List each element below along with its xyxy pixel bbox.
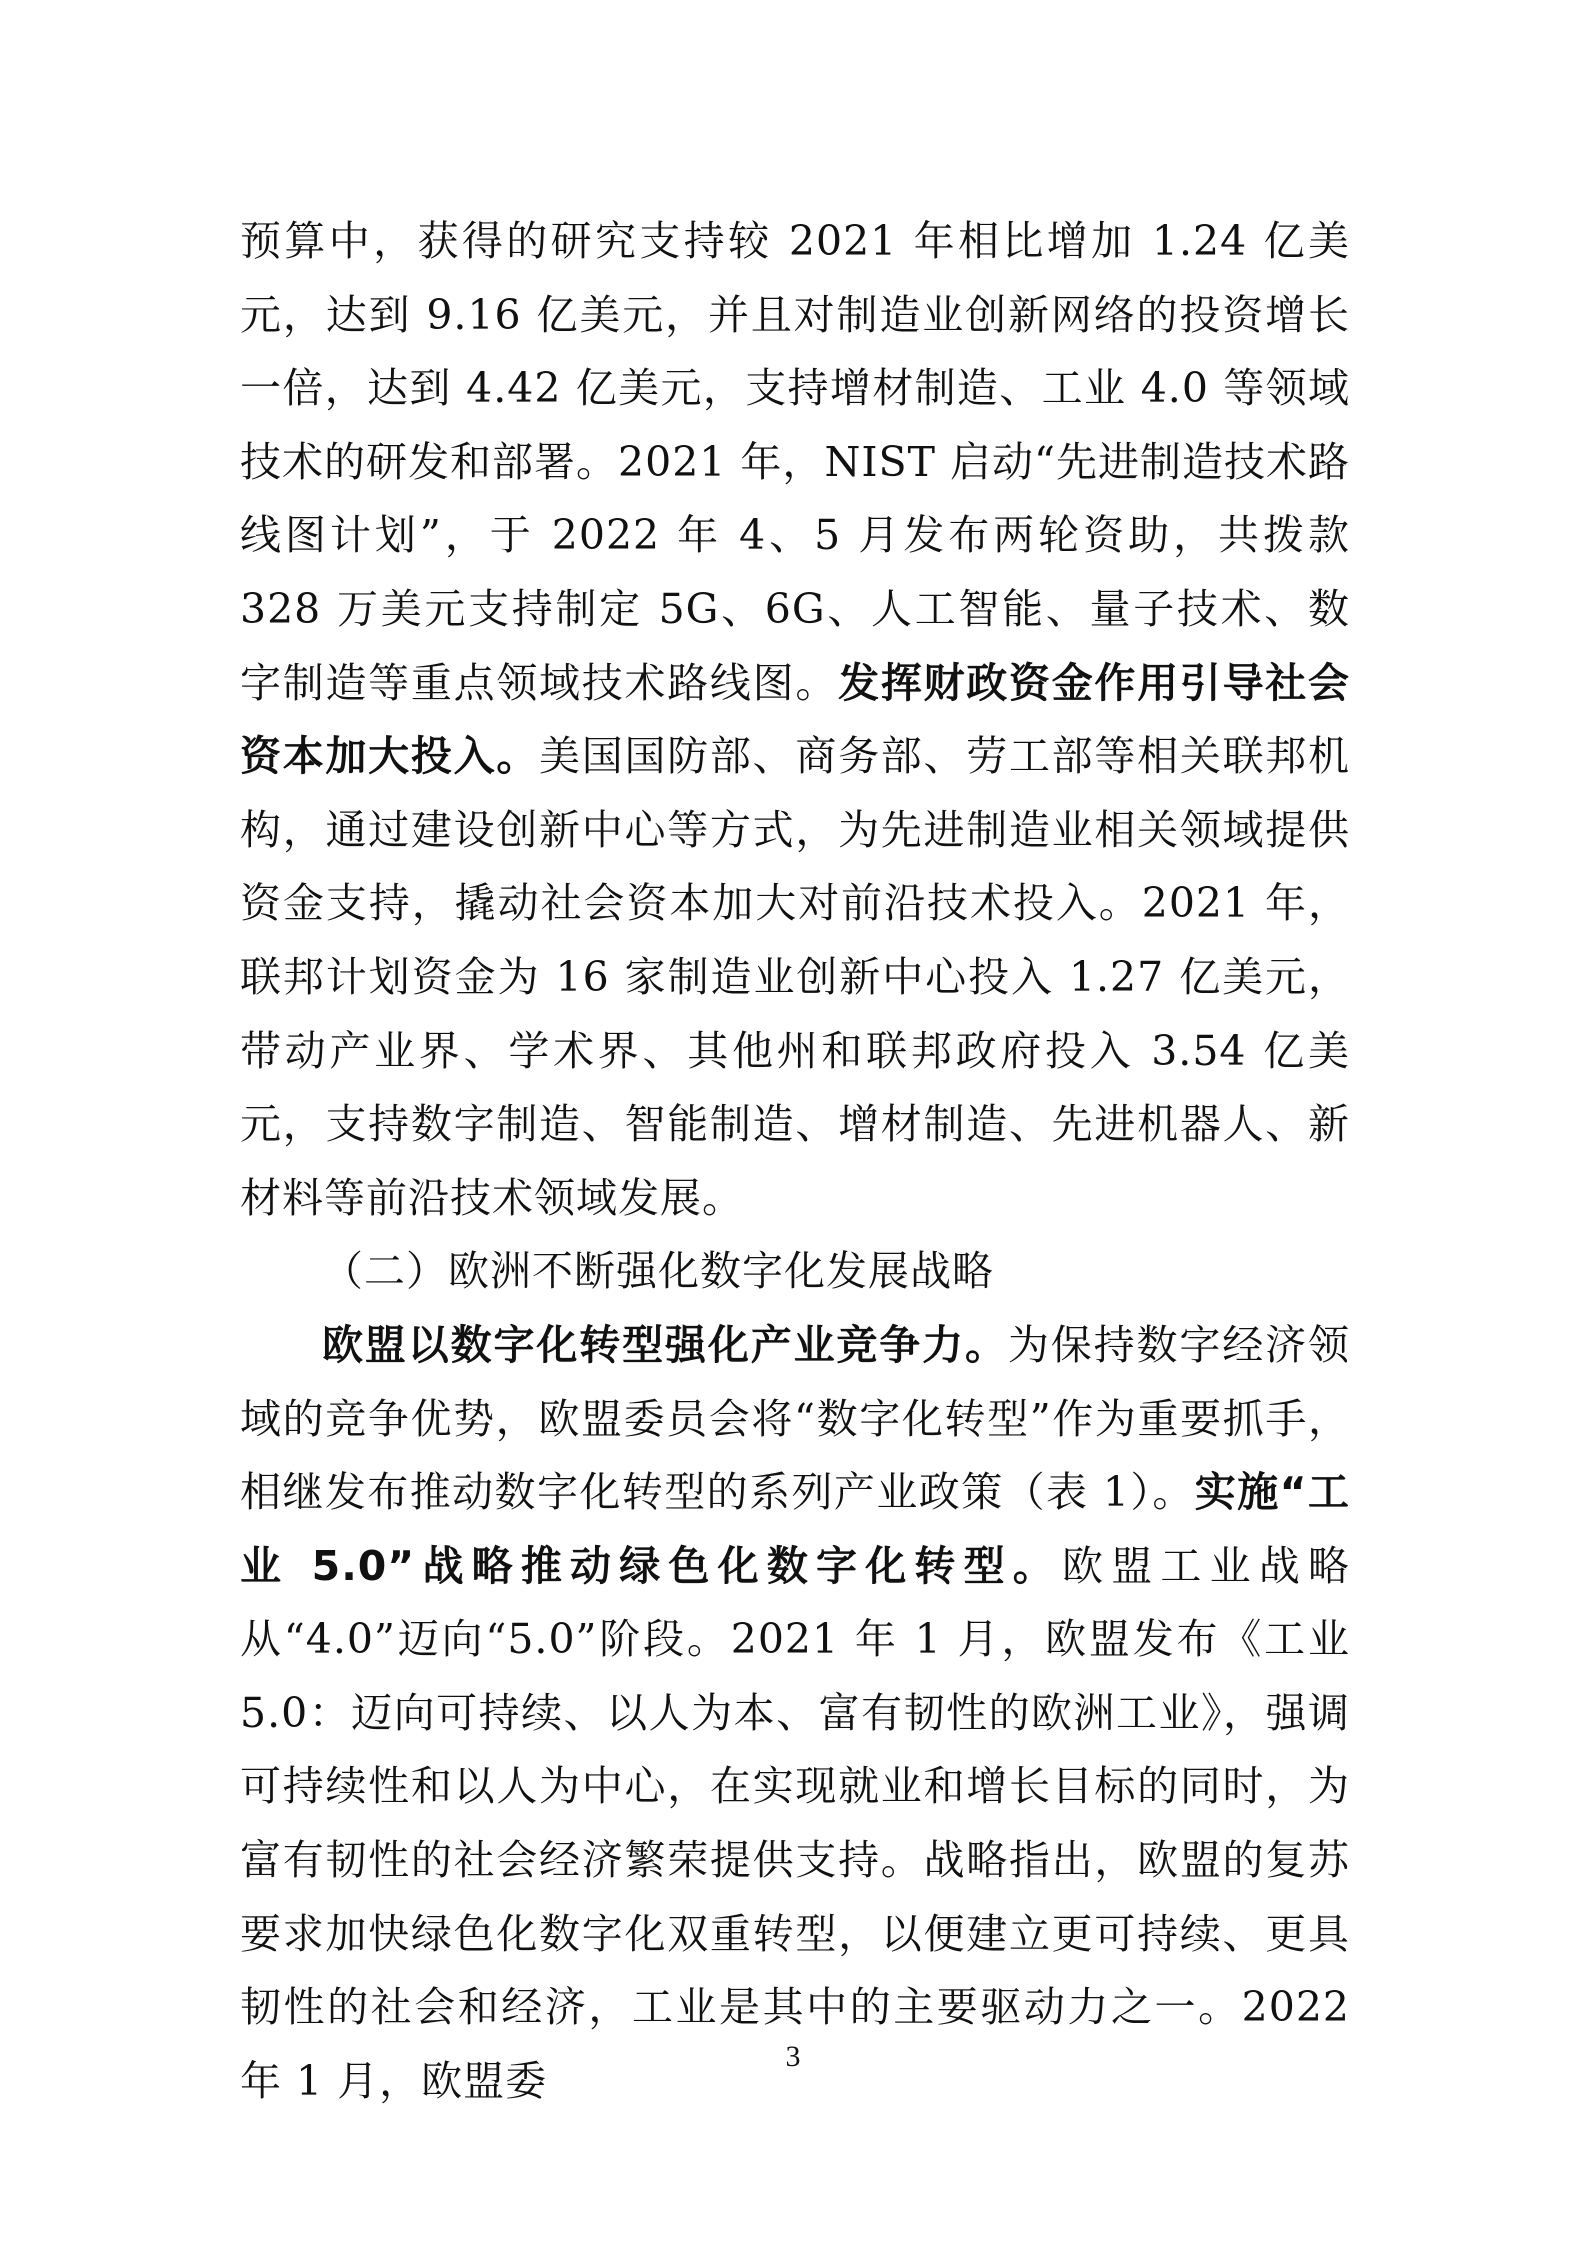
bold-lead-sentence: 实施“工业 5.0”战略推动绿色化数字化转型。 (240, 1468, 1350, 1590)
paragraph-text: 欧盟工业战略从“4.0”迈向“5.0”阶段。2021 年 1 月，欧盟发布《工业 5.0：迈向可持续、以人为本、富有韧性的欧洲工业》，强调可持续性和以人为中心，在实现就业和增长目标的同时，为富有韧性的社会经济繁荣提供支持。战略指出，欧盟的复苏要求加快绿色化数字化双重转型，以便建立更可持续、更具韧性的社会和经济，工业是其中的主要驱动力之一。2022 年 1 月，欧盟委 (240, 1541, 1351, 2105)
bold-lead-sentence: 发挥财政资金作用引导社会资本加大投入。 (240, 658, 1351, 781)
paragraph-text: 预算中，获得的研究支持较 2021 年相比增加 1.24 亿美元，达到 9.16 亿美元，并且对制造业创新网络的投资增长一倍，达到 4.42 亿美元，支持增材制造、工业 4.0 等领域技术的研发和部署。2021 年，NIST 启动“先进制造技术路线图计划”，于 2022 年 4、5 月发布两轮资助，共拨款 328 万美元支持制定 5G、6G、人工智能、量子技术、数字制造等重点领域技术路线图。 (240, 217, 1350, 707)
body-paragraph-eu-digital (240, 1309, 1350, 2119)
body-paragraph-us-funding (240, 205, 1350, 1235)
paragraph-text: 为保持数字经济领域的竞争优势，欧盟委员会将“数字化转型”作为重要抓手，相继发布推动数字化转型的系列产业政策（表 1）。 (240, 1320, 1351, 1517)
document-page (240, 205, 1350, 2118)
page-number: 3 (785, 2040, 801, 2073)
paragraph-text: 美国国防部、商务部、劳工部等相关联邦机构，通过建设创新中心等方式，为先进制造业相关领域提供资金支持，撬动社会资本加大对前沿技术投入。2021 年，联邦计划资金为 16 家制造业创新中心投入 1.27 亿美元，带动产业界、学术界、其他州和联邦政府投入 3.54 亿美元，支持数字制造、智能制造、增材制造、先进机器人、新材料等前沿技术领域发展。 (240, 732, 1351, 1222)
section-heading: （二）欧洲不断强化数字化发展战略 (322, 1247, 994, 1296)
bold-lead-sentence: 欧盟以数字化转型强化产业竞争力。 (322, 1320, 1008, 1369)
